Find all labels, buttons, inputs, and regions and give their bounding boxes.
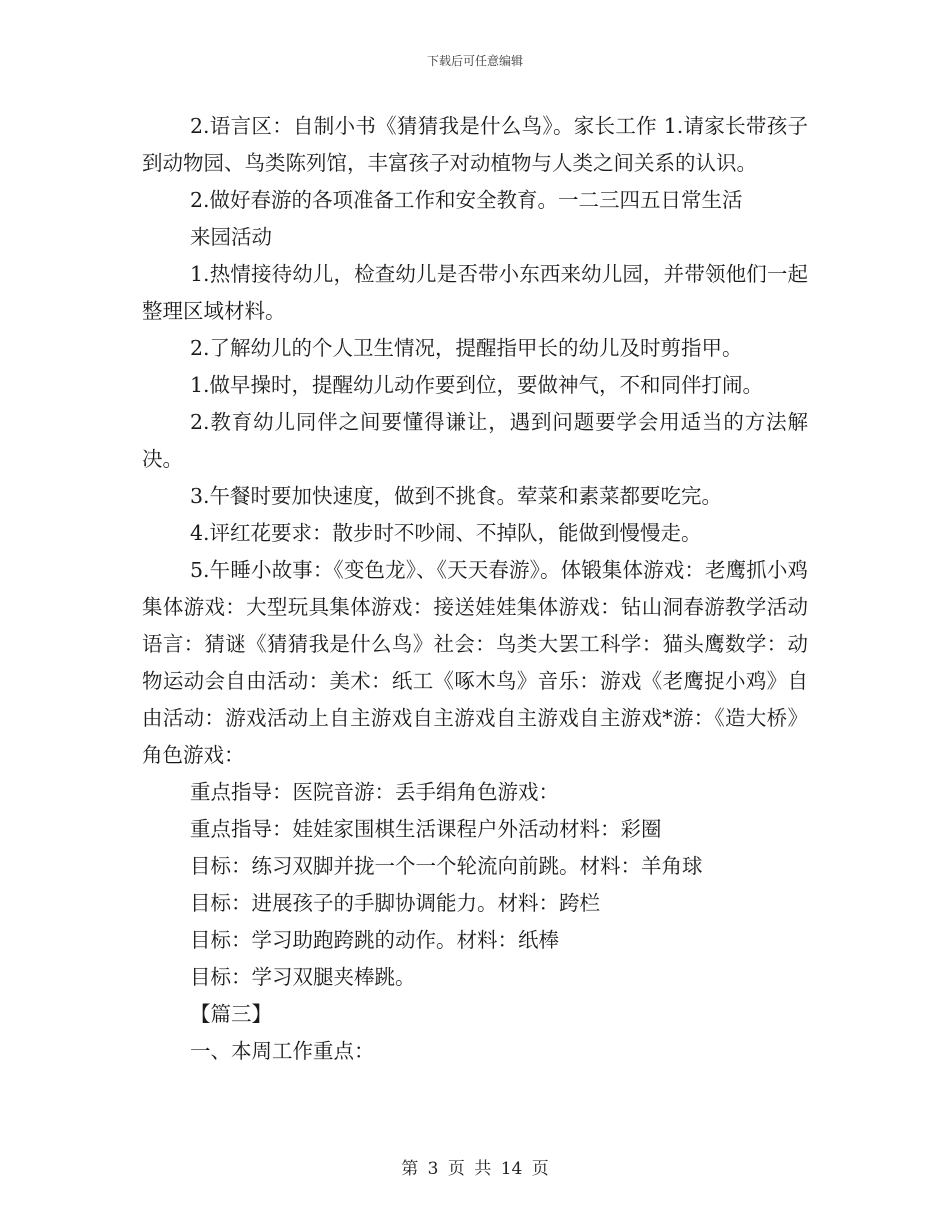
paragraph-hygiene: 2.了解幼儿的个人卫生情况，提醒指甲长的幼儿及时剪指甲。 bbox=[190, 336, 743, 360]
paragraph-nap-story-schedule: 5.午睡小故事：《变色龙》、《天天春游》。体锻集体游戏：老鹰抓小鸡集体游戏：大型玩具集体游戏：接送娃娃集体游戏：钻山洞春游教学活动语言：猜谜《猜猜我是什么鸟》社会：鸟类大罢工科学：猫头鹰数学：动物运动会自由活动：美术：纸工《啄木鸟》音乐：游戏《老鹰捉小鸡》自由活动：游戏活动上自主游戏自主游戏自主游戏自主游戏*游：《造大桥》角色游戏： bbox=[142, 558, 808, 767]
paragraph-focus-guidance-2: 重点指导：娃娃家围棋生活课程户外活动材料：彩圈 bbox=[190, 817, 662, 841]
paragraph-goal-stick-jump: 目标：学习双腿夹棒跳。 bbox=[190, 965, 416, 989]
paragraph-goal-jump: 目标：练习双脚并拢一个一个轮流向前跳。材料：羊角球 bbox=[190, 854, 703, 878]
section-heading-part-three: 【篇三】 bbox=[190, 1002, 272, 1026]
paragraph-language-area: 2.语言区：自制小书《猜猜我是什么鸟》。家长工作 1.请家长带孩子到动物园、鸟类陈列馆，丰富孩子对动植物与人类之间关系的认识。 bbox=[142, 114, 808, 175]
page-number: 第 3 页 共 14 页 bbox=[401, 1159, 549, 1179]
paragraph-greet-children: 1.热情接待幼儿，检查幼儿是否带小东西来幼儿园，并带领他们一起整理区域材料。 bbox=[142, 262, 808, 323]
paragraph-spring-outing-prep: 2.做好春游的各项准备工作和安全教育。一二三四五日常生活 bbox=[190, 188, 743, 212]
paragraph-goal-coordination: 目标：进展孩子的手脚协调能力。材料：跨栏 bbox=[190, 891, 600, 915]
paragraph-focus-guidance-1: 重点指导：医院音游：丢手绢角色游戏： bbox=[190, 780, 559, 804]
paragraph-lunch: 3.午餐时要加快速度，做到不挑食。荤菜和素菜都要吃完。 bbox=[190, 484, 723, 508]
paragraph-sharing: 2.教育幼儿同伴之间要懂得谦让，遇到问题要学会用适当的方法解决。 bbox=[142, 410, 808, 471]
section-label-arrival: 来园活动 bbox=[190, 225, 272, 249]
paragraph-goal-hurdle: 目标：学习助跑跨跳的动作。材料：纸棒 bbox=[190, 928, 559, 952]
section-heading-weekly-focus: 一、本周工作重点： bbox=[190, 1039, 375, 1063]
paragraph-morning-exercise: 1.做早操时，提醒幼儿动作要到位，要做神气，不和同伴打闹。 bbox=[190, 373, 764, 397]
page-header: 下载后可任意编辑 bbox=[426, 54, 523, 68]
paragraph-red-flower: 4.评红花要求：散步时不吵闹、不掉队，能做到慢慢走。 bbox=[190, 521, 702, 545]
document-body bbox=[142, 108, 808, 1070]
